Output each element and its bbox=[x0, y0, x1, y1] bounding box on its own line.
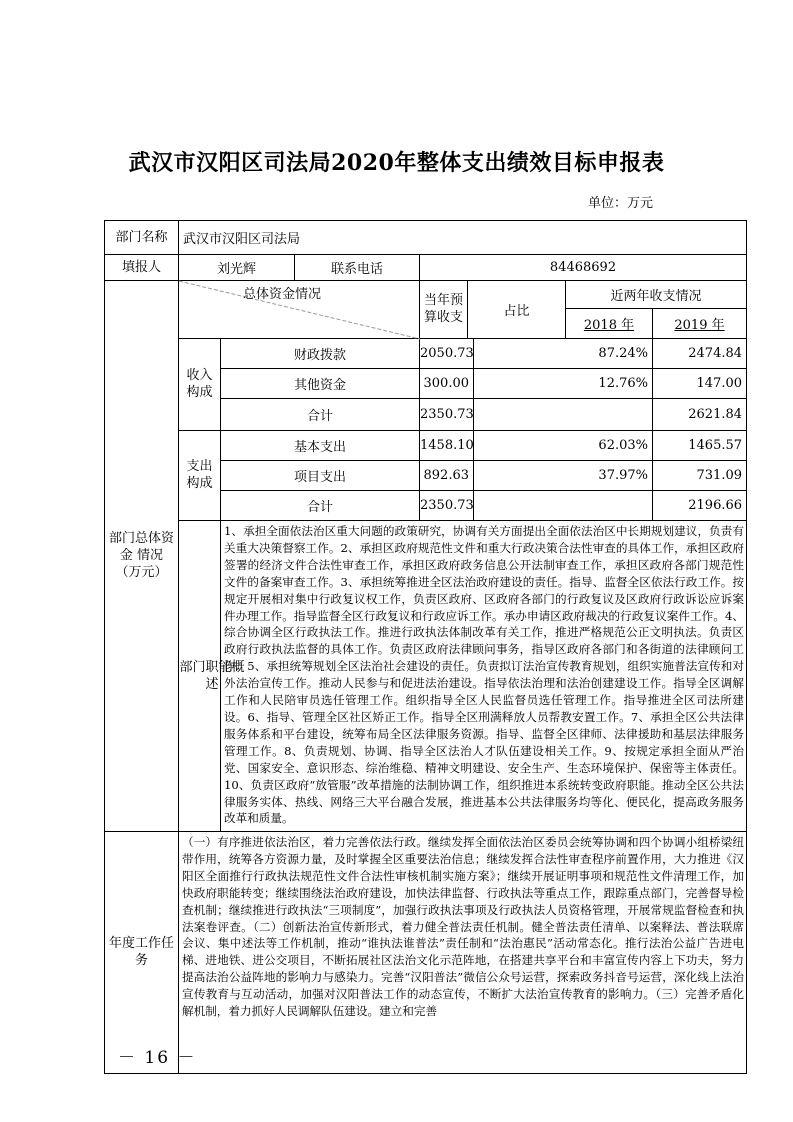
expense-row-budget: 892.63 bbox=[420, 461, 474, 491]
dept-name-label: 部门名称 bbox=[105, 221, 179, 255]
income-total-2018: 2621.84 bbox=[653, 399, 747, 431]
page-title: 武汉市汉阳区司法局2020年整体支出绩效目标申报表 bbox=[128, 150, 665, 176]
expense-group-text: 支出构成 bbox=[186, 459, 213, 491]
budget-header bbox=[420, 281, 468, 339]
funds-section-label bbox=[105, 281, 179, 832]
income-row bbox=[105, 339, 747, 369]
income-group-text: 收入构成 bbox=[186, 368, 213, 400]
page-number: － 16 － bbox=[118, 1048, 197, 1068]
income-total-ratio bbox=[474, 399, 653, 431]
phone-value: 84468692 bbox=[420, 255, 747, 281]
task-label bbox=[105, 832, 179, 1074]
expense-row-label: 基本支出 bbox=[221, 431, 420, 461]
expense-group-label bbox=[179, 431, 221, 521]
income-row-label: 财政拨款 bbox=[221, 339, 420, 369]
expense-row bbox=[105, 431, 747, 461]
expense-total-ratio bbox=[474, 491, 653, 521]
income-row-budget: 2050.73 bbox=[420, 339, 474, 369]
task-label-text: 年度工作任务 bbox=[108, 936, 174, 968]
income-row-label: 其他资金 bbox=[221, 369, 420, 399]
funds-section-text: 部门总体资金 情况（万元） bbox=[108, 531, 174, 580]
expense-row-ratio: 37.97% bbox=[474, 461, 653, 491]
function-text: 1、承担全面依法治区重大问题的政策研究，协调有关方面提出全面依法治区中长期规划建议，负责有关重大决策督察工作。2、承担区政府规范性文件和重大行政决策合法性审查的具体工作，承担区政府签署的经济文件合法性审查工作，承担区政府政务信息公开法制审查工作，承担区政府各部门规范性文件的备案审查工作。3、承担统筹推进全区法治政府建设的责任。指导、监督全区依法行政工作。按规定开展相对集中行政复议权工作，负责区政府、区政府各部门的行政复议及区政府行政诉讼应诉案件办理工作。指导监督全区行政复议和行政应诉工作。承办申请区政府裁决的行政复议案件工作。4、综合协调全区行政执法工作。推进行政执法体制改革有关工作，推进严格规范公正文明执法。负责区政府行政执法监督的具体工作。负责区政府法律顾问事务，指导区政府各部门和各街道的法律顾问工作。5、承担统筹规划全区法治社会建设的责任。负责拟订法治宣传教育规划，组织实施普法宣传和对外法治宣传工作。推动人民参与和促进法治建设。指导依法治理和法治创建建设工作。指导全区调解工作和人民陪审员选任管理工作。组织指导全区人民监督员选任管理工作。指导推进全区司法所建设。6、指导、管理全区社区矫正工作。指导全区刑满释放人员帮教安置工作。7、承担全区公共法律服务体系和平台建设，统筹布局全区法律服务资源。指导、监督全区律师、法律援助和基层法律服务管理工作。8、负责规划、协调、指导全区法治人才队伍建设相关工作。9、按规定承担全面从严治党、国家安全、意识形态、综治维稳、精神文明建设、安全生产、生态环境保护、保密等主体责任。10、负责区政府“放管服”改革措施的法制协调工作，组织推进本系统转变政府职能。推动全区公共法律服务实体、热线、网络三大平台融合发展，推进基本公共法律服务均等化、便民化，提高政务服务改革和质量。 bbox=[221, 521, 747, 832]
unit-label: 单位：万元 bbox=[587, 196, 653, 211]
year-2019-header bbox=[653, 309, 747, 339]
income-total-label: 合计 bbox=[221, 399, 420, 431]
income-row-budget: 300.00 bbox=[420, 369, 474, 399]
expense-total-2018: 2196.66 bbox=[653, 491, 747, 521]
expense-row-2018: 731.09 bbox=[653, 461, 747, 491]
phone-label: 联系电话 bbox=[295, 255, 420, 281]
income-row-2018: 147.00 bbox=[653, 369, 747, 399]
income-row-2018: 2474.84 bbox=[653, 339, 747, 369]
year-2018-text: 2018 年 bbox=[583, 318, 635, 333]
income-row-ratio: 87.24% bbox=[474, 339, 653, 369]
expense-row-label: 项目支出 bbox=[221, 461, 420, 491]
budget-header-text: 当年预算收支 bbox=[423, 293, 463, 325]
dept-name-value: 武汉市汉阳区司法局 bbox=[179, 221, 747, 255]
recent-header: 近两年收支情况 bbox=[566, 281, 747, 309]
filler-label: 填报人 bbox=[105, 255, 179, 281]
funds-overview-header bbox=[179, 281, 420, 339]
income-row-ratio: 12.76% bbox=[474, 369, 653, 399]
function-label-text: 部门职能概述 bbox=[179, 659, 245, 692]
function-label bbox=[179, 521, 245, 832]
year-2018-header bbox=[566, 309, 653, 339]
task-text: （一）有序推进依法治区，着力完善依法行政。继续发挥全面依法治区委员会统筹协调和四个协调小组桥梁纽带作用，统筹各方资源力量，及时掌握全区重要法治信息；继续发挥合法性审查程序前置作用，大力推进《汉阳区全面推行行政执法规范性文件合法性审核机制实施方案》；继续开展证明事项和规范性文件清理工作，加快政府职能转变；继续围绕法治政府建设，加快法律监督、行政执法等重点工作，跟踪重点部门，完善督导检查机制；继续推进行政执法“三项制度”，加强行政执法事项及行政执法人员资格管理，开展常规监督检查和执法案卷评查。（二）创新法治宣传新形式，着力健全普法责任机制。健全普法责任清单、以案释法、普法联席会议、集中述法等工作机制，推动“谁执法谁普法”责任制和“法治惠民”活动常态化。推行法治公益广告进电梯、进地铁、进公交项目，不断拓展社区法治文化示范阵地，在搭建共享平台和丰富宣传内容上下功夫，努力提高法治公益阵地的影响力与感染力。完善“汉阳普法”微信公众号运营，探索政务抖音号运营，深化线上法治宣传教育与互动活动，加强对汉阳普法工作的动态宣传，不断扩大法治宣传教育的影响力。（三）完善矛盾化解机制，着力抓好人民调解队伍建设。建立和完善 bbox=[179, 832, 747, 1074]
filler-name: 刘光辉 bbox=[179, 255, 295, 281]
expense-total-label: 合计 bbox=[221, 491, 420, 521]
report-table bbox=[104, 220, 747, 1074]
expense-row-2018: 1465.57 bbox=[653, 431, 747, 461]
expense-total-budget: 2350.73 bbox=[420, 491, 474, 521]
ratio-header: 占比 bbox=[468, 281, 566, 339]
income-total-budget: 2350.73 bbox=[420, 399, 474, 431]
year-2019-text: 2019 年 bbox=[674, 318, 725, 333]
expense-row-budget: 1458.10 bbox=[420, 431, 474, 461]
funds-overview-label: 总体资金情况 bbox=[243, 287, 322, 302]
income-group-label bbox=[179, 339, 221, 431]
expense-row-ratio: 62.03% bbox=[474, 431, 653, 461]
